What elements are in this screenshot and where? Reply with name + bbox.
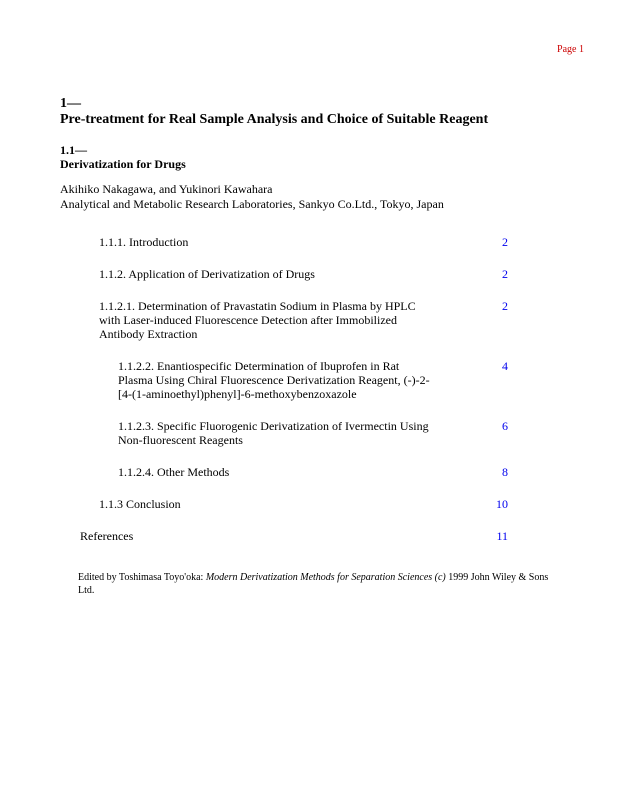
toc-entry-title-line[interactable]: 1.1.2.1. Determination of Pravastatin Sodium in Plasma by HPLC: [99, 299, 416, 313]
toc-page-link[interactable]: 2: [502, 267, 508, 281]
toc-entry[interactable]: [118, 359, 518, 401]
footer-publisher: 1999 John Wiley & Sons Ltd.: [78, 572, 549, 596]
toc-page-link[interactable]: 8: [502, 465, 508, 479]
toc-entry-title-line[interactable]: Antibody Extraction: [99, 327, 198, 341]
toc-page-link[interactable]: 6: [502, 419, 508, 433]
toc-entry[interactable]: [80, 529, 520, 543]
toc-page-link[interactable]: 2: [502, 235, 508, 249]
toc-entry-title-line[interactable]: [4-(1-aminoethyl)phenyl]-6-methoxybenzoxazole: [118, 387, 357, 401]
chapter-title: Pre-treatment for Real Sample Analysis and Choice of Suitable Reagent: [60, 112, 489, 127]
toc-entry-title-line[interactable]: Plasma Using Chiral Fluorescence Derivatization Reagent, (-)-2-: [118, 373, 430, 387]
toc-entry[interactable]: [99, 299, 519, 341]
toc-entry-title[interactable]: 1.1.2. Application of Derivatization of Drugs: [99, 267, 315, 281]
affiliation: Analytical and Metabolic Research Laboratories, Sankyo Co.Ltd., Tokyo, Japan: [60, 197, 444, 211]
toc-entry-title[interactable]: References: [80, 529, 134, 543]
section-title: Derivatization for Drugs: [60, 157, 186, 171]
toc-entry[interactable]: [118, 465, 518, 479]
toc-entry-title-line[interactable]: with Laser-induced Fluorescence Detection after Immobilized: [99, 313, 397, 327]
page-number-label: Page 1: [557, 44, 584, 55]
toc-page-link[interactable]: 4: [502, 359, 508, 373]
toc-entry[interactable]: [99, 235, 519, 249]
copyright-footer: [78, 571, 558, 597]
footer-book-title: Modern Derivatization Methods for Separation Sciences (c): [205, 572, 446, 583]
toc-entry-title[interactable]: 1.1.2.4. Other Methods: [118, 465, 230, 479]
toc-page-link[interactable]: 2: [502, 299, 508, 313]
toc-entry-title-line[interactable]: Non-fluorescent Reagents: [118, 433, 243, 447]
toc-entry[interactable]: [99, 267, 519, 281]
chapter-number: 1—: [60, 96, 81, 111]
toc-page-link[interactable]: 11: [496, 529, 508, 543]
toc-entry[interactable]: [99, 497, 519, 511]
toc-entry-title-line[interactable]: 1.1.2.3. Specific Fluorogenic Derivatization of Ivermectin Using: [118, 419, 429, 433]
toc-page-link[interactable]: 10: [496, 497, 508, 511]
footer-editor: Edited by Toshimasa Toyo'oka:: [78, 572, 206, 583]
toc-entry-title[interactable]: 1.1.1. Introduction: [99, 235, 189, 249]
toc-entry-title[interactable]: 1.1.3 Conclusion: [99, 497, 181, 511]
toc-entry[interactable]: [118, 419, 518, 447]
section-number: 1.1—: [60, 143, 87, 157]
authors: Akihiko Nakagawa, and Yukinori Kawahara: [60, 182, 273, 196]
toc-entry-title-line[interactable]: 1.1.2.2. Enantiospecific Determination of Ibuprofen in Rat: [118, 359, 400, 373]
